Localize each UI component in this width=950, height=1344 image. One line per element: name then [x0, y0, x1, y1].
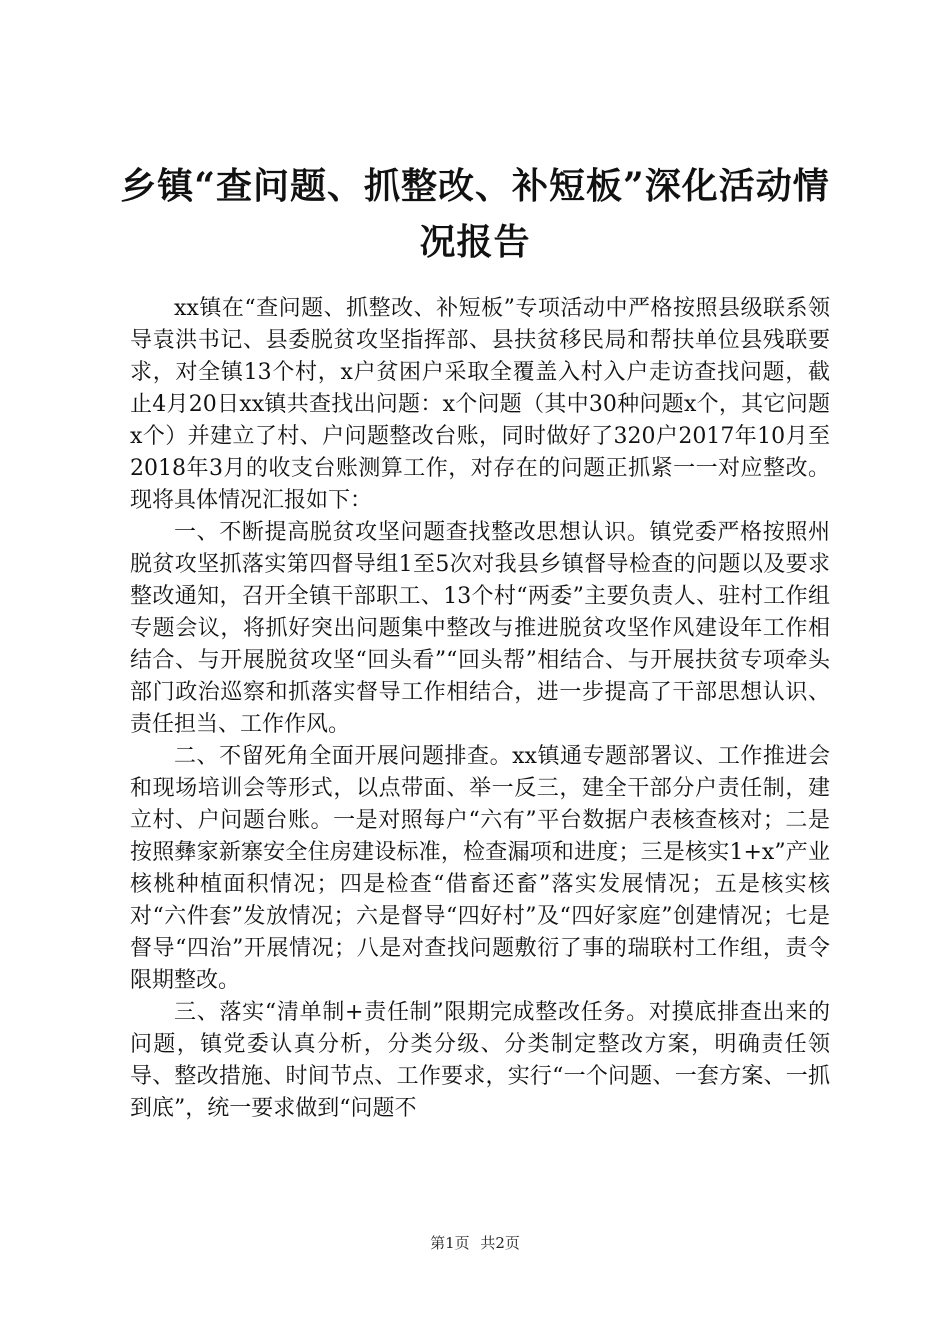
- page-number: 第1页: [430, 1234, 470, 1252]
- document-title: 乡镇“查问题、抓整改、补短板”深化活动情况报告: [120, 165, 830, 263]
- paragraph-section-3: 三、落实“清单制+责任制”限期完成整改任务。对摸底排查出来的问题，镇党委认真分析，分类分级、分类制定整改方案，明确责任领导、整改措施、时间节点、工作要求，实行“一个问题、一套方案、一抓到底”，统一要求做到“问题不: [130, 1000, 830, 1121]
- page-footer: [0, 1232, 950, 1253]
- paragraph-section-1: 一、不断提高脱贫攻坚问题查找整改思想认识。镇党委严格按照州脱贫攻坚抓落实第四督导组1至5次对我县乡镇督导检查的问题以及要求整改通知，召开全镇干部职工、13个村“两委”主要负责人、驻村工作组专题会议，将抓好突出问题集中整改与推进脱贫攻坚作风建设年工作相结合、与开展脱贫攻坚“回头看”“回头帮”相结合、与开展扶贫专项牵头部门政治巡察和抓落实督导工作相结合，进一步提高了干部思想认识、责任担当、工作作风。: [130, 520, 830, 737]
- paragraph-section-2: 二、不留死角全面开展问题排查。xx镇通专题部署议、工作推进会和现场培训会等形式，以点带面、举一反三，建全干部分户责任制，建立村、户问题台账。一是对照每户“六有”平台数据户表核查核对；二是按照彝家新寨安全住房建设标准，检查漏项和进度；三是核实1+x”产业核桃种植面积情况；四是检查“借畜还畜”落实发展情况；五是核实核对“六件套”发放情况；六是督导“四好村”及“四好家庭”创建情况；七是督导“四治”开展情况；八是对查找问题敷衍了事的瑞联村工作组，责令限期整改。: [130, 744, 830, 993]
- page-total: 共2页: [480, 1234, 520, 1252]
- document-body: [130, 293, 830, 1125]
- paragraph-intro: xx镇在“查问题、抓整改、补短板”专项活动中严格按照县级联系领导袁洪书记、县委脱贫攻坚指挥部、县扶贫移民局和帮扶单位县残联要求，对全镇13个村，x户贫困户采取全覆盖入村入户走访查找问题，截止4月20日xx镇共查找出问题：x个问题（其中30种问题x个，其它问题x个）并建立了村、户问题整改台账，同时做好了320户2017年10月至2018年3月的收支台账测算工作，对存在的问题正抓紧一一对应整改。现将具体情况汇报如下：: [130, 296, 830, 513]
